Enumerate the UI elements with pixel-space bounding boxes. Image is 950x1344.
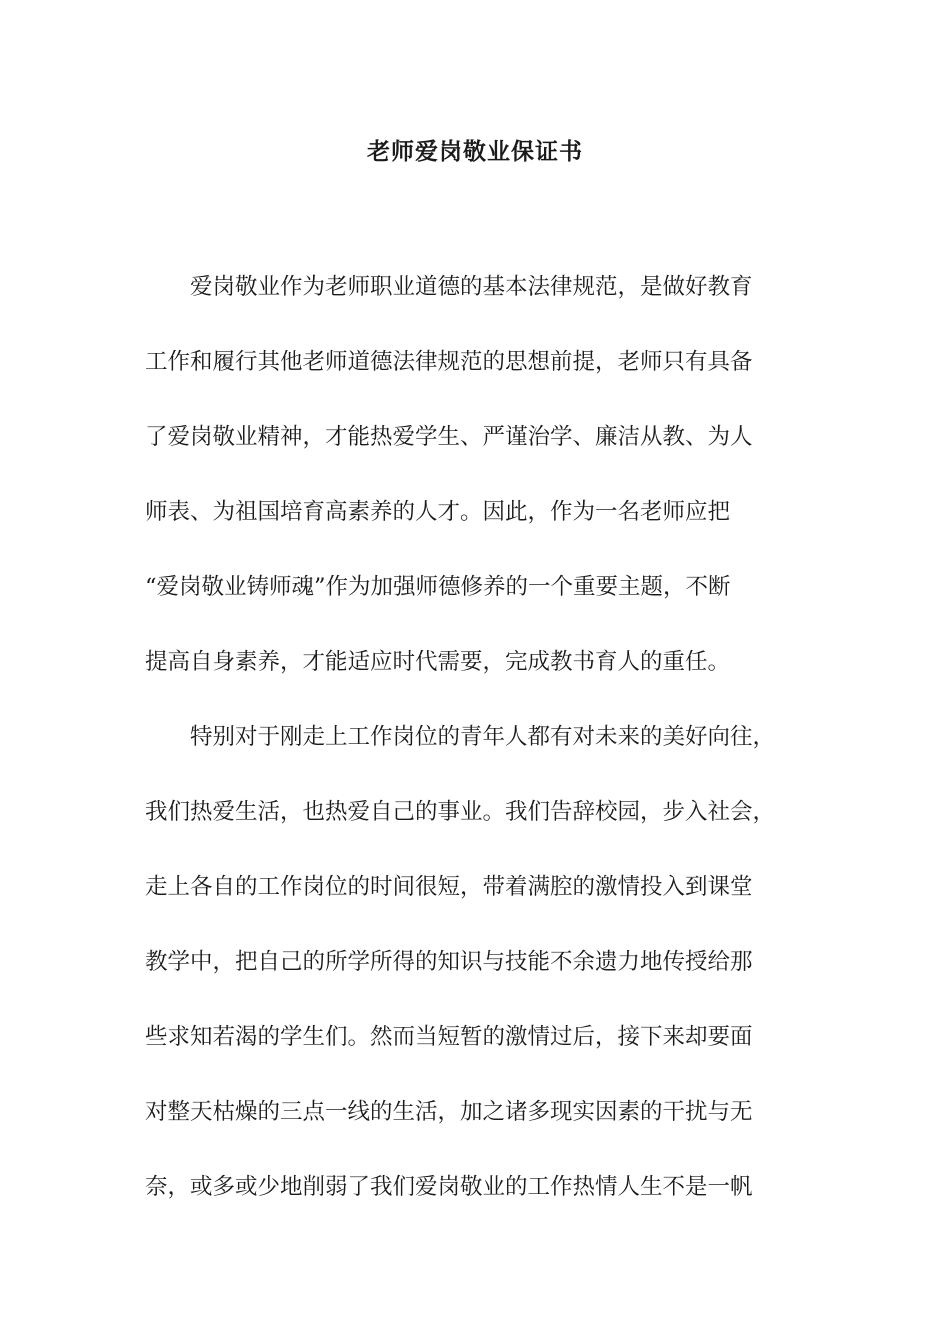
document-title: 老师爱岗敬业保证书 — [367, 138, 583, 165]
paragraph-line: 工作和履行其他老师道德法律规范的思想前提，老师只有具备 — [145, 349, 753, 375]
paragraph-line: 奈，或多或少地削弱了我们爱岗敬业的工作热情人生不是一帆 — [145, 1174, 753, 1200]
paragraph-line: 些求知若渴的学生们。然而当短暂的激情过后，接下来却要面 — [145, 1024, 753, 1050]
paragraph-1 — [145, 250, 825, 700]
paragraph-line: 了爱岗敬业精神，才能热爱学生、严谨治学、廉洁从教、为人 — [145, 424, 753, 450]
paragraph-line: 特别对于刚走上工作岗位的青年人都有对未来的美好向往， — [190, 724, 776, 750]
paragraph-line: 爱岗敬业作为老师职业道德的基本法律规范，是做好教育 — [190, 274, 753, 300]
paragraph-2 — [145, 700, 825, 1225]
document-body — [145, 250, 825, 1225]
paragraph-line: “爱岗敬业铸师魂”作为加强师德修养的一个重要主题，不断 — [145, 574, 731, 600]
paragraph-line: 我们热爱生活，也热爱自己的事业。我们告辞校园，步入社会， — [145, 799, 776, 825]
paragraph-line: 师表、为祖国培育高素养的人才。因此，作为一名老师应把 — [145, 499, 731, 525]
paragraph-line: 走上各自的工作岗位的时间很短，带着满腔的激情投入到课堂 — [145, 874, 753, 900]
paragraph-line: 对整天枯燥的三点一线的生活，加之诸多现实因素的干扰与无 — [145, 1099, 753, 1125]
paragraph-line: 提高自身素养，才能适应时代需要，完成教书育人的重任。 — [145, 649, 731, 675]
paragraph-line: 教学中，把自己的所学所得的知识与技能不余遗力地传授给那 — [145, 949, 753, 975]
